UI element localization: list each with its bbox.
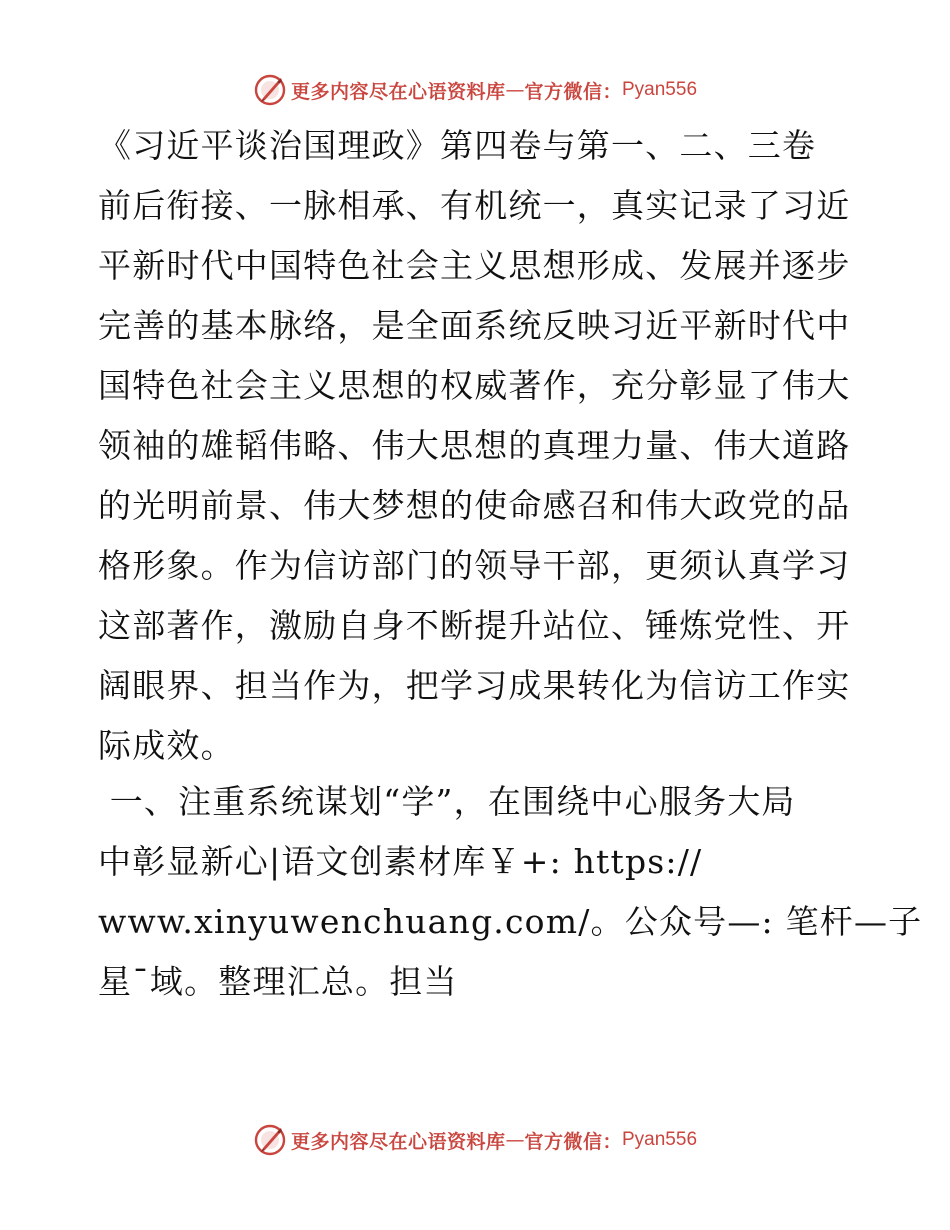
paragraph-line: 《习近平谈治国理政》第四卷与第一、二、三卷 xyxy=(98,126,817,165)
watermark-dash: — xyxy=(505,1129,525,1151)
paragraph-line: 领袖的雄韬伟略、伟大思想的真理力量、伟大道路 xyxy=(98,426,851,465)
heading-line: 中彰显新心|语文创素材库￥+: https:// xyxy=(98,842,703,881)
quill-pen-icon xyxy=(253,1123,287,1157)
watermark-handle: Pyan556 xyxy=(622,1129,698,1150)
watermark-main-text: 更多内容尽在心语资料库 xyxy=(290,1130,506,1153)
paragraph-line: 平新时代中国特色社会主义思想形成、发展并逐步 xyxy=(98,246,851,285)
footer-watermark xyxy=(0,1118,950,1162)
section-heading-one xyxy=(98,772,923,1012)
paragraph-line: 国特色社会主义思想的权威著作，充分彰显了伟大 xyxy=(98,366,851,405)
paragraph-line: 阔眼界、担当作为，把学习成果转化为信访工作实 xyxy=(98,666,851,705)
watermark-dash: — xyxy=(505,79,525,101)
watermark-official-label: 官方微信： xyxy=(524,1130,622,1153)
header-watermark xyxy=(0,68,950,112)
watermark-handle: Pyan556 xyxy=(622,79,698,100)
heading-line: www.xinyuwenchuang.com/。公众号—: 笔杆—子 xyxy=(98,902,923,941)
paragraph-line: 完善的基本脉络，是全面系统反映习近平新时代中 xyxy=(98,306,851,345)
heading-line: 星¯域。整理汇总。担当 xyxy=(98,962,458,1001)
paragraph-line: 格形象。作为信访部门的领导干部，更须认真学习 xyxy=(98,546,851,585)
watermark-main-text: 更多内容尽在心语资料库 xyxy=(290,80,506,103)
watermark-official-label: 官方微信： xyxy=(524,80,622,103)
paragraph-line: 前后衔接、一脉相承、有机统一，真实记录了习近 xyxy=(98,186,851,225)
paragraph-line: 这部著作，激励自身不断提升站位、锤炼党性、开 xyxy=(98,606,851,645)
quill-pen-icon xyxy=(253,73,287,107)
intro-paragraph xyxy=(98,116,858,776)
heading-line: 一、注重系统谋划“学”，在围绕中心服务大局 xyxy=(98,782,796,821)
paragraph-line: 际成效。 xyxy=(98,726,235,765)
paragraph-line: 的光明前景、伟大梦想的使命感召和伟大政党的品 xyxy=(98,486,851,525)
